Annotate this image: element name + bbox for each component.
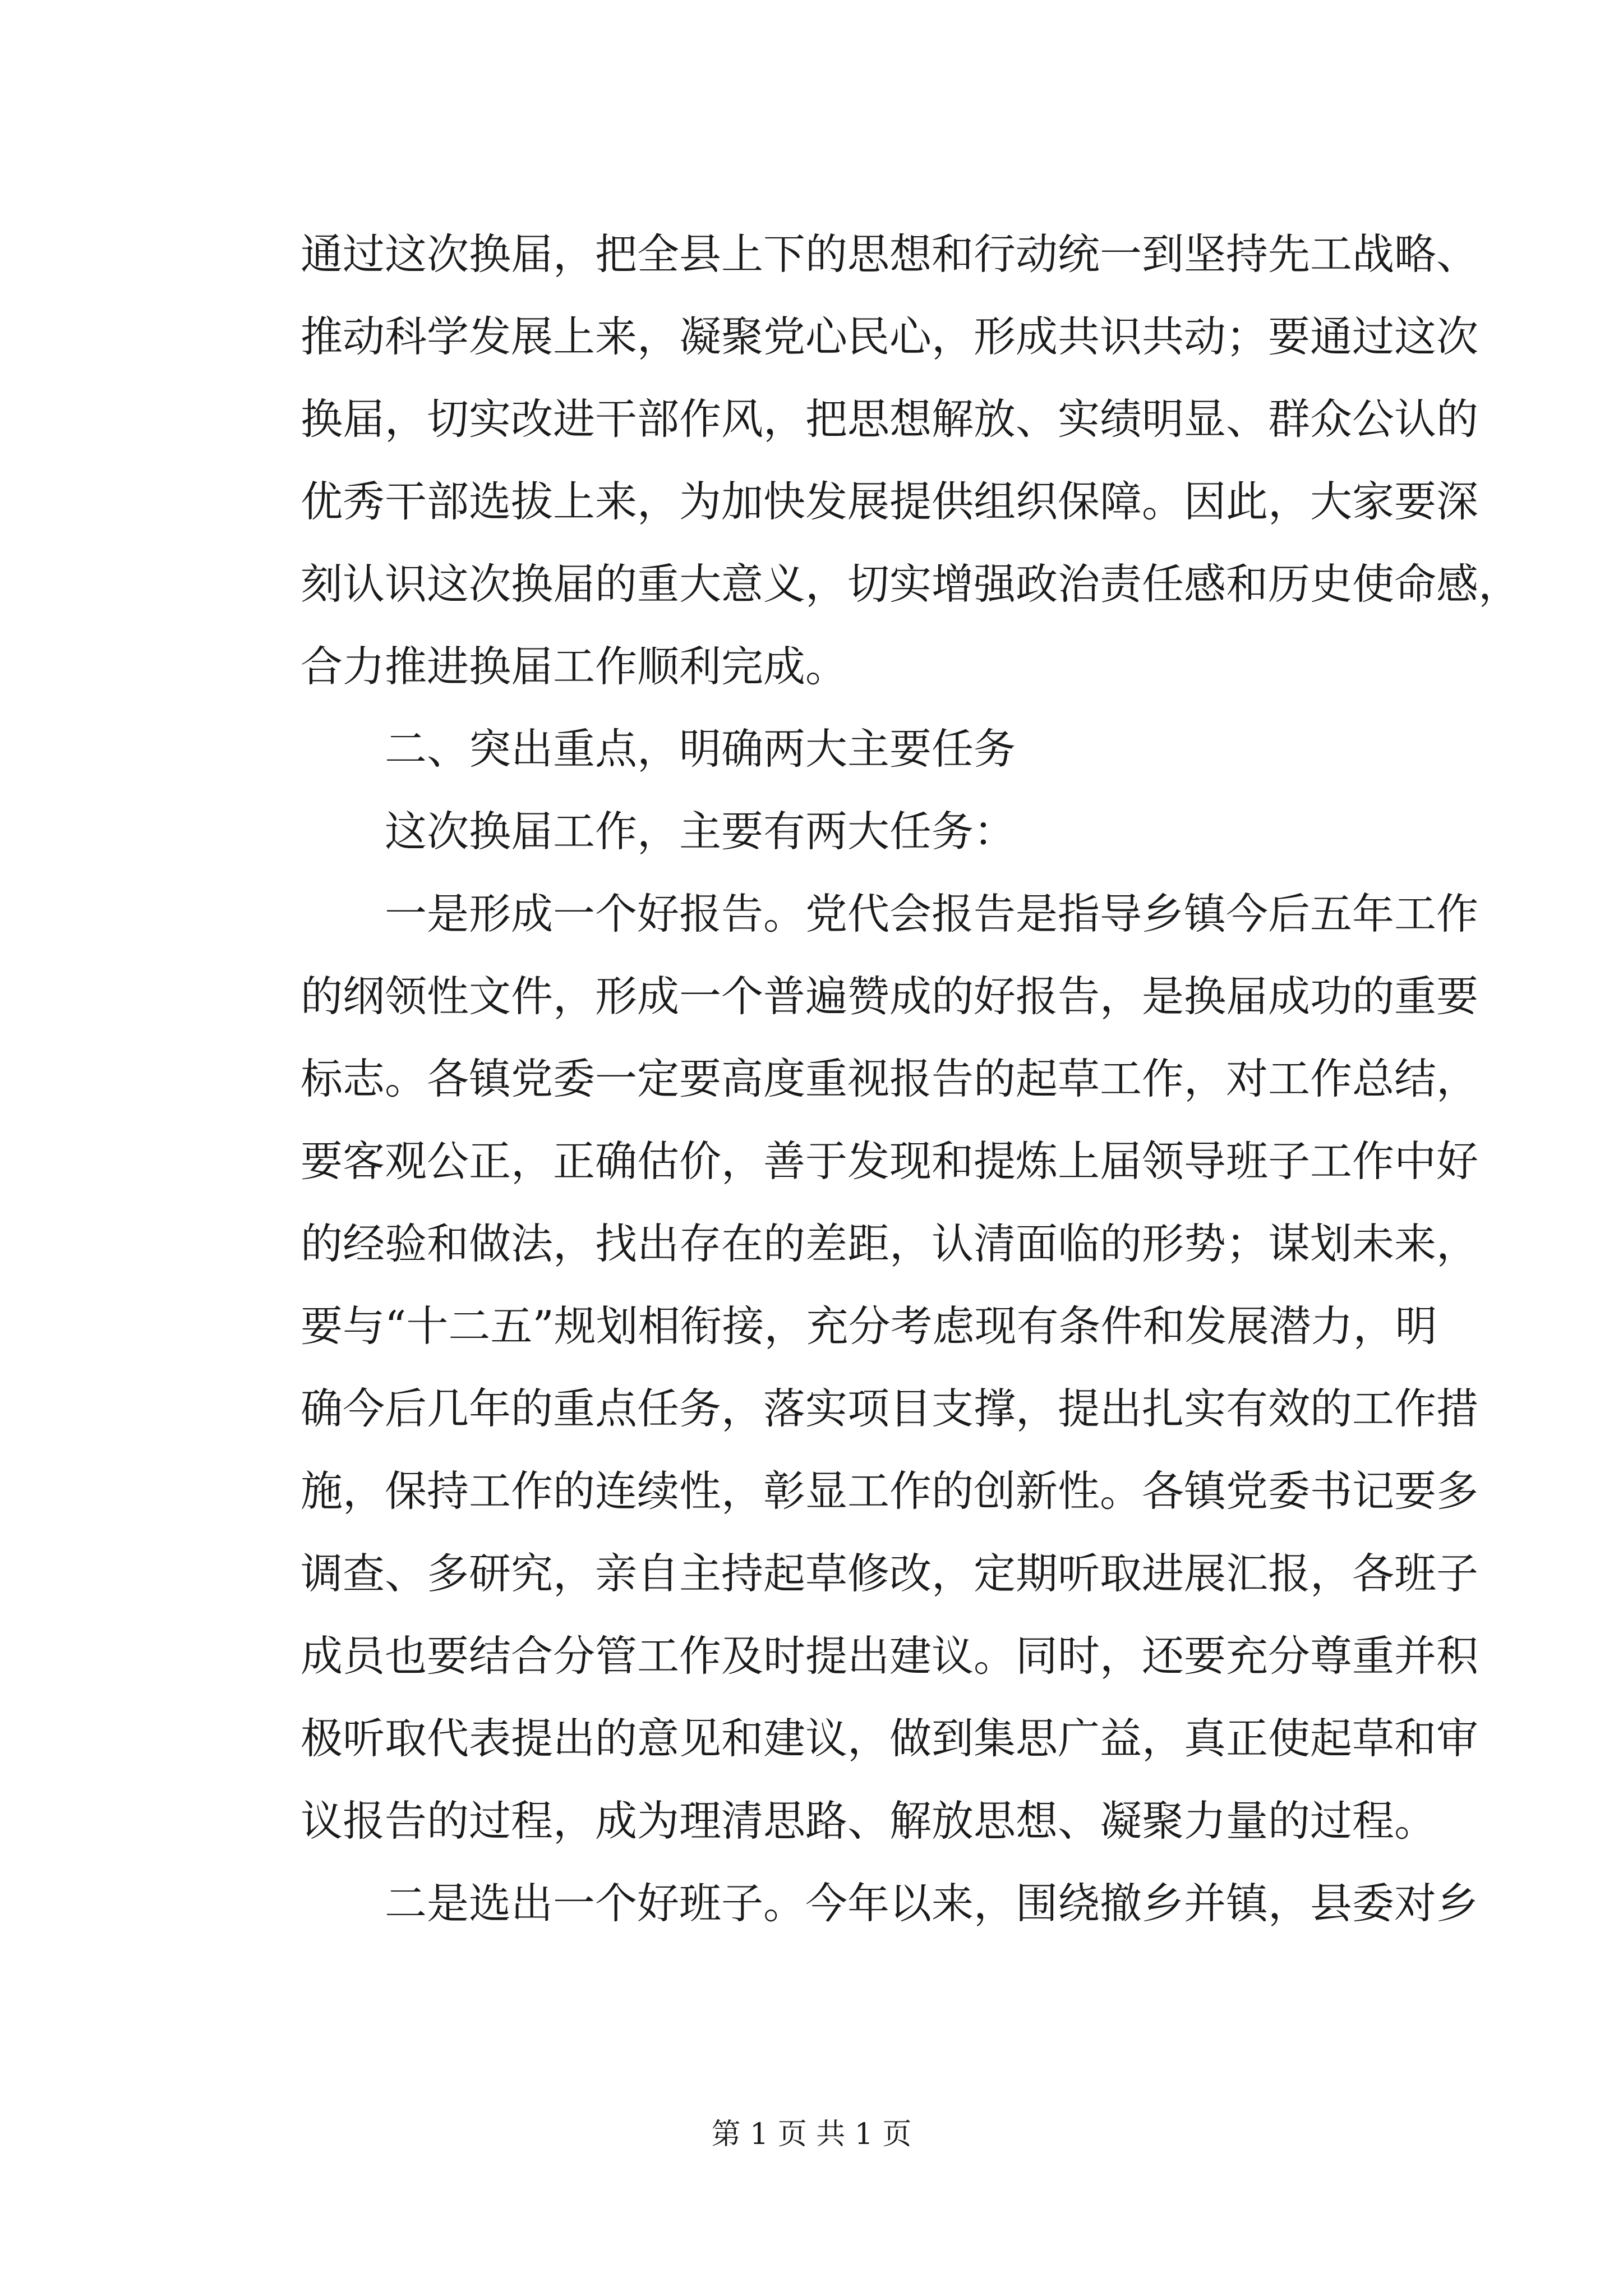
text-line: 成员也要结合分管工作及时提出建议。同时，还要充分尊重并积 [301,1631,1479,1681]
text-line: 施，保持工作的连续性，彰显工作的创新性。各镇党委书记要多 [301,1466,1479,1516]
text-line: 这次换届工作，主要有两大任务： [385,807,1016,856]
text-line: 二是选出一个好班子。今年以来，围绕撤乡并镇，县委对乡 [385,1879,1479,1928]
text-line: 换届，切实改进干部作风，把思想解放、实绩明显、群众公认的 [301,394,1479,444]
text-line: 议报告的过程，成为理清思路、解放思想、凝聚力量的过程。 [301,1796,1437,1846]
text-line: 调查、多研究，亲自主持起草修改，定期听取进展汇报，各班子 [301,1549,1479,1598]
text-line: 的纲领性文件，形成一个普遍赞成的好报告，是换届成功的重要 [301,972,1479,1021]
text-line: 刻认识这次换届的重大意义，切实增强政治责任感和历史使命感， [301,559,1521,609]
text-line: 一是形成一个好报告。党代会报告是指导乡镇今后五年工作 [385,889,1479,938]
text-line: 二、突出重点，明确两大主要任务 [385,724,1016,774]
text-line: 要与“十二五”规划相衔接，充分考虑现有条件和发展潜力，明 [301,1301,1437,1351]
text-line: 优秀干部选拔上来，为加快发展提供组织保障。因此，大家要深 [301,477,1479,526]
text-line: 标志。各镇党委一定要高度重视报告的起草工作，对工作总结， [301,1054,1479,1103]
text-line: 通过这次换届，把全县上下的思想和行动统一到坚持先工战略、 [301,229,1479,279]
page-footer: 第 1 页 共 1 页 [711,2118,912,2151]
text-line: 推动科学发展上来，凝聚党心民心，形成共识共动；要通过这次 [301,312,1479,361]
text-line: 合力推进换届工作顺利完成。 [301,642,848,691]
document-body [301,213,1521,1945]
text-line: 的经验和做法，找出存在的差距，认清面临的形势；谋划未来， [301,1219,1479,1268]
text-line: 要客观公正，正确估价，善于发现和提炼上届领导班子工作中好 [301,1137,1479,1186]
text-line: 确今后几年的重点任务，落实项目支撑，提出扎实有效的工作措 [301,1384,1479,1433]
text-line: 极听取代表提出的意见和建议，做到集思广益，真正使起草和审 [301,1714,1479,1763]
